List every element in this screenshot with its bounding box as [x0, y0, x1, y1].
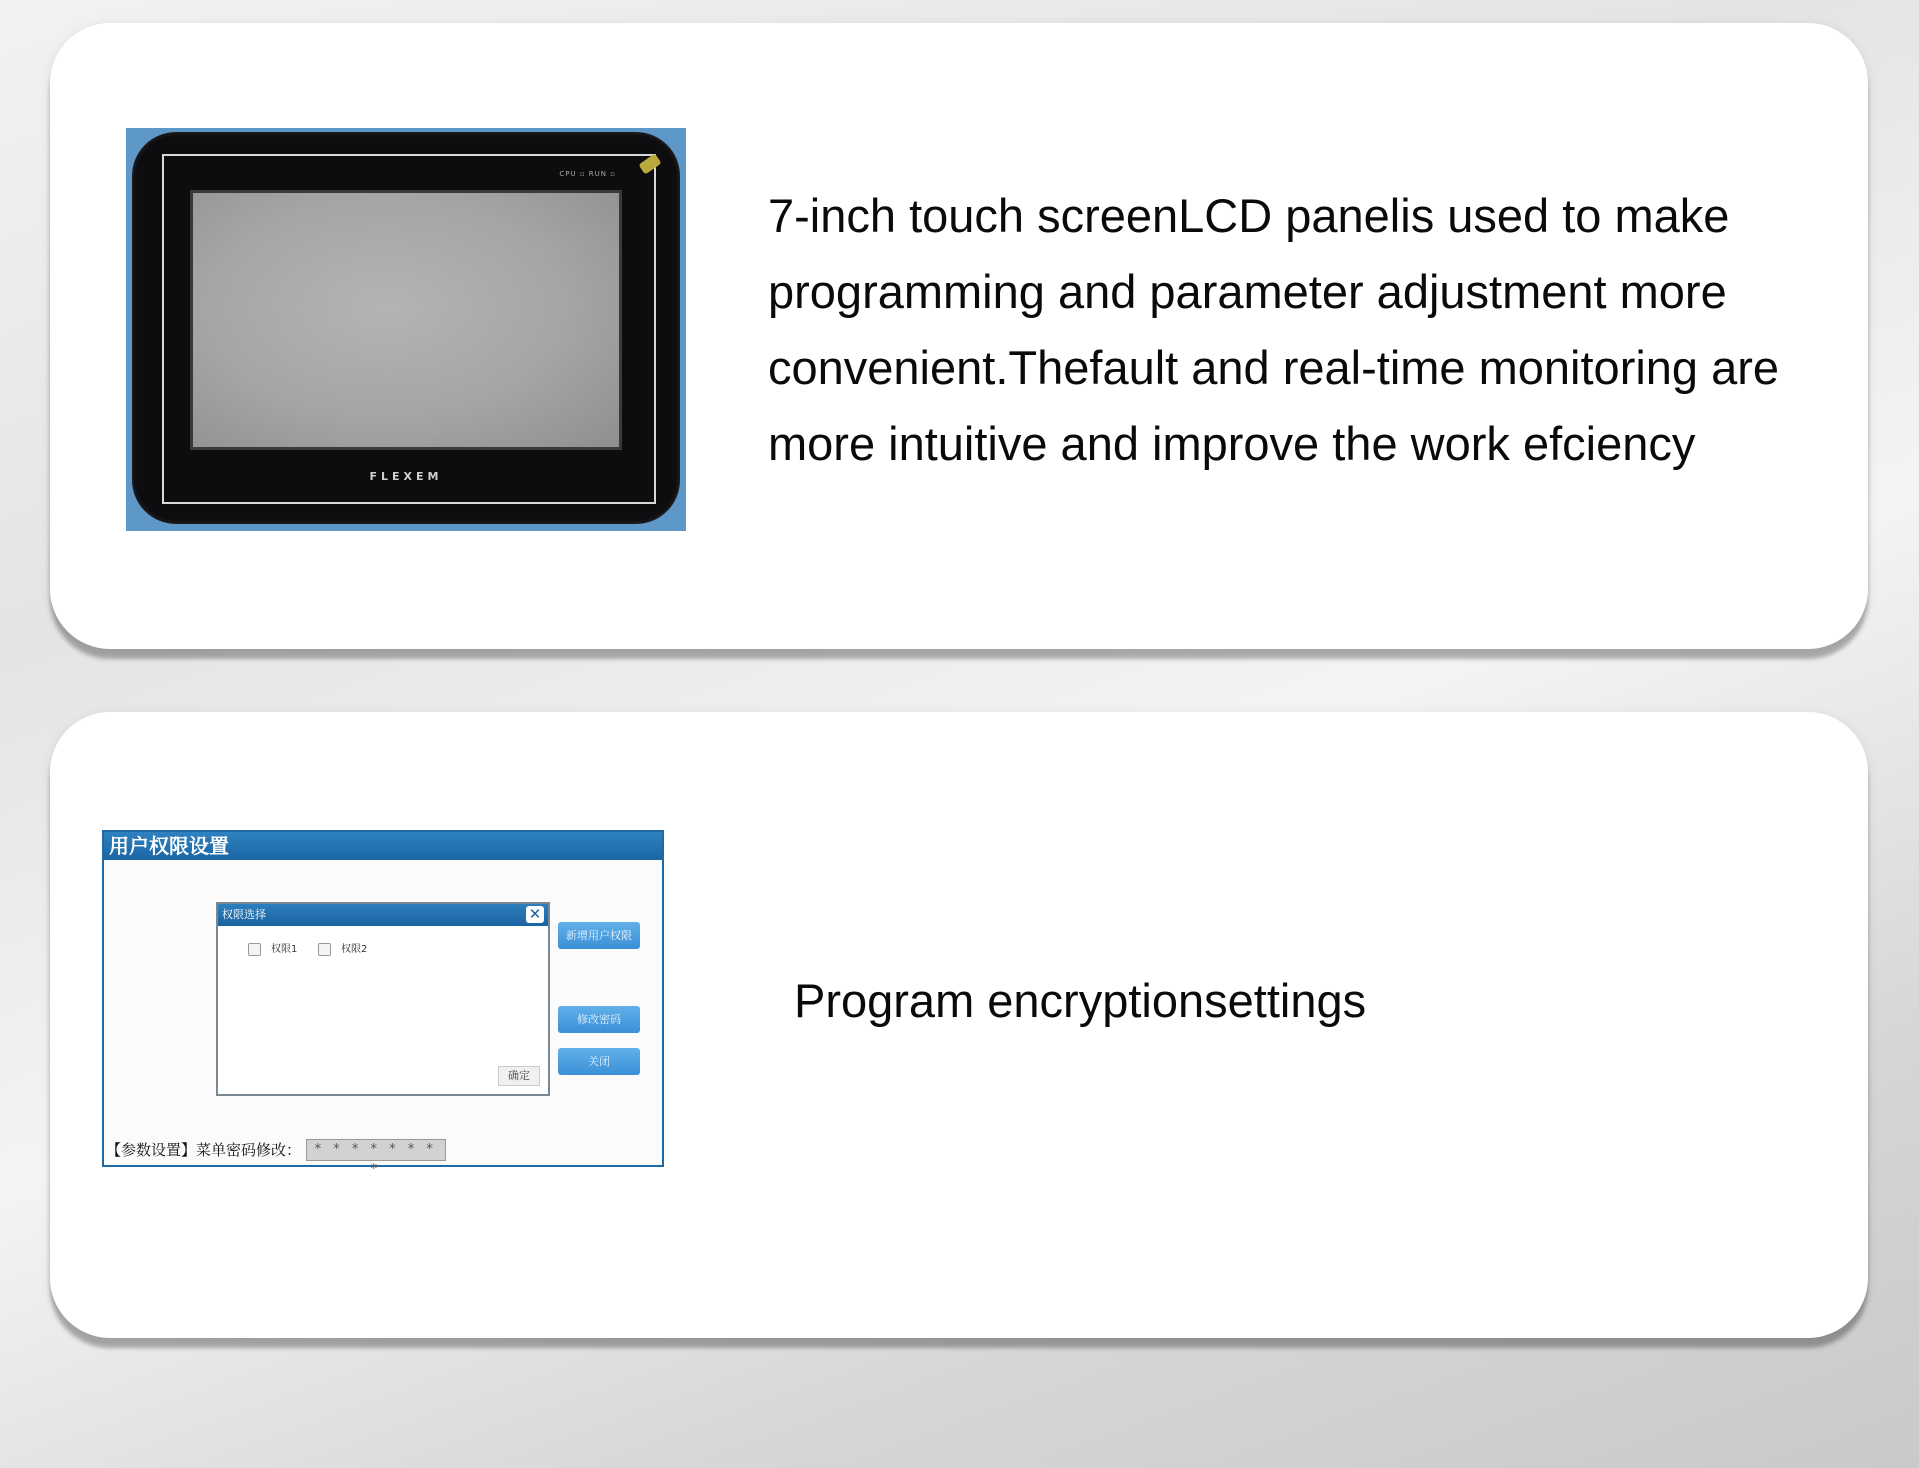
- ok-button[interactable]: 确定: [498, 1066, 540, 1086]
- hmi-brand-logo: FLEXEM: [369, 470, 443, 483]
- permission-select-dialog: [216, 902, 550, 1096]
- encryption-description: Program encryptionsettings: [794, 974, 1367, 1027]
- feature-card-touchscreen: [50, 23, 1868, 649]
- menu-password-label: 【参数设置】菜单密码修改：: [106, 1140, 302, 1159]
- checkbox-icon[interactable]: [318, 943, 331, 956]
- hmi-status-indicators: CPU ▫ RUN ▫: [559, 170, 616, 178]
- checkbox-icon[interactable]: [248, 943, 261, 956]
- dialog-title: 权限选择: [222, 908, 266, 921]
- permission-settings-window: [102, 830, 664, 1177]
- hmi-device-body: [132, 132, 680, 524]
- close-icon[interactable]: ✕: [526, 906, 544, 923]
- menu-password-row: [106, 1139, 446, 1177]
- menu-password-field[interactable]: * * * * * * * *: [306, 1139, 446, 1161]
- feature-card-encryption: [50, 712, 1868, 1338]
- permission-option-label: 权限1: [271, 944, 298, 955]
- window-title: 用户权限设置: [104, 832, 662, 860]
- change-password-button[interactable]: 修改密码: [558, 1006, 640, 1033]
- permission-option-2[interactable]: [318, 940, 367, 956]
- dialog-title-bar: [218, 904, 548, 926]
- close-button[interactable]: 关闭: [558, 1048, 640, 1075]
- hmi-touchscreen-image: [126, 128, 686, 531]
- touchscreen-description: 7-inch touch screenLCD panelis used to make programming and parameter adjustment more convenient.Thefault and real-time monitoring are more intuitive and improve the work efciency: [768, 189, 1780, 470]
- permission-option-label: 权限2: [341, 944, 368, 955]
- hmi-lcd-screen: [190, 190, 622, 450]
- add-user-permission-button[interactable]: 新增用户权限: [558, 922, 640, 949]
- permission-option-1[interactable]: [248, 940, 297, 956]
